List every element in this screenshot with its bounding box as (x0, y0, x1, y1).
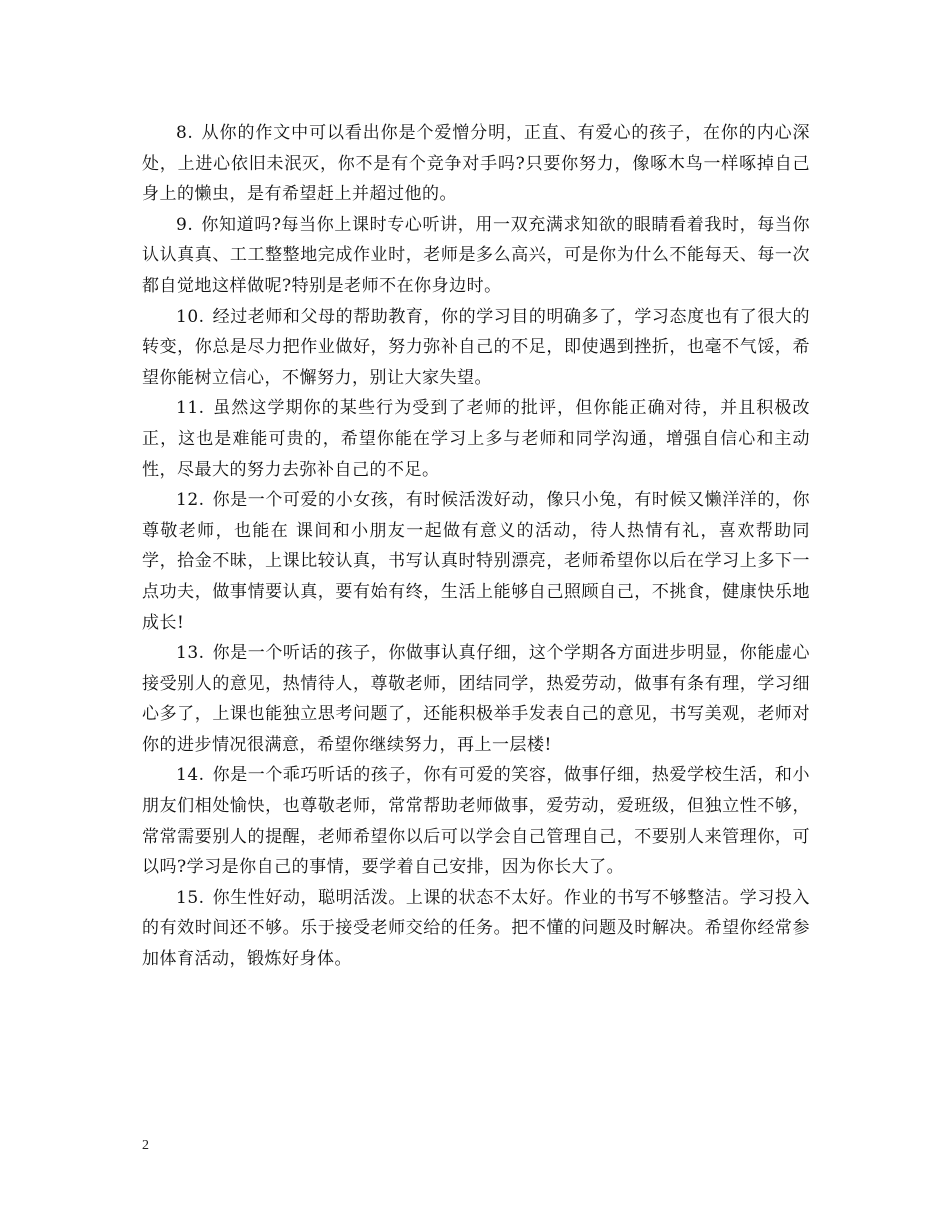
paragraph-number: 8. (176, 123, 194, 143)
paragraph-10 (142, 302, 810, 394)
paragraph-number: 10. (176, 306, 205, 327)
paragraph-text: 经过老师和父母的帮助教育，你的学习目的明确多了，学习态度也有了很大的转变，你总是尽力把作业做好，努力弥补自己的不足，即使遇到挫折，也毫不气馁，希望你能树立信心，不懈努力，别让大家失望。 (142, 306, 810, 388)
paragraph-8 (142, 118, 810, 210)
paragraph-text: 你是一个可爱的小女孩，有时候活泼好动，像只小兔，有时候又懒洋洋的，你尊敬老师，也能在 课间和小朋友一起做有意义的活动，待人热情有礼，喜欢帮助同学，拾金不昧，上课比较认真，书写认真时特别漂亮，老师希望你以后在学习上多下一点功夫，做事情要认真，要有始有终，生活上能够自己照顾自己，不挑食，健康快乐地成长! (142, 490, 810, 633)
paragraph-text: 你知道吗?每当你上课时专心听讲，用一双充满求知欲的眼睛看着我时，每当你认认真真、工工整整地完成作业时，老师是多么高兴，可是你为什么不能每天、每一次都自觉地这样做呢?特别是老师不在你身边时。 (142, 214, 810, 296)
page-number: 2 (142, 1138, 149, 1153)
paragraph-number: 13. (176, 643, 205, 664)
paragraph-14 (142, 760, 810, 882)
paragraph-text: 你是一个乖巧听话的孩子，你有可爱的笑容，做事仔细，热爱学校生活，和小朋友们相处愉快，也尊敬老师，常常帮助老师做事，爱劳动，爱班级，但独立性不够，常常需要别人的提醒，老师希望你以后可以学会自己管理自己，不要别人来管理你，可以吗?学习是你自己的事情，要学着自己安排，因为你长大了。 (142, 765, 810, 878)
paragraph-15 (142, 883, 810, 975)
paragraph-12 (142, 485, 810, 638)
paragraph-number: 9. (176, 214, 194, 235)
paragraph-text: 你生性好动，聪明活泼。上课的状态不太好。作业的书写不够整洁。学习投入的有效时间还不够。乐于接受老师交给的任务。把不懂的问题及时解决。希望你经常参加体育活动，锻炼好身体。 (142, 887, 810, 970)
paragraph-text: 从你的作文中可以看出你是个爱憎分明，正直、有爱心的孩子，在你的内心深处，上进心依旧未泯灭，你不是有个竞争对手吗?只要你努力，像啄木鸟一样啄掉自己身上的懒虫，是有希望赶上并超过他的。 (142, 123, 810, 205)
paragraph-13 (142, 638, 810, 760)
paragraph-11 (142, 393, 810, 485)
paragraph-number: 12. (176, 490, 205, 511)
paragraph-text: 虽然这学期你的某些行为受到了老师的批评，但你能正确对待，并且积极改正，这也是难能可贵的，希望你能在学习上多与老师和同学沟通，增强自信心和主动性，尽最大的努力去弥补自己的不足。 (142, 398, 810, 480)
paragraph-number: 11. (176, 398, 205, 419)
paragraph-9 (142, 210, 810, 302)
paragraph-number: 15. (176, 887, 205, 908)
paragraph-text: 你是一个听话的孩子，你做事认真仔细，这个学期各方面进步明显，你能虚心接受别人的意见，热情待人，尊敬老师，团结同学，热爱劳动，做事有条有理，学习细心多了，上课也能独立思考问题了，还能积极举手发表自己的意见，书写美观，老师对你的进步情况很满意，希望你继续努力，再上一层楼! (142, 643, 810, 755)
paragraph-number: 14. (176, 765, 205, 786)
document-body (142, 118, 810, 975)
